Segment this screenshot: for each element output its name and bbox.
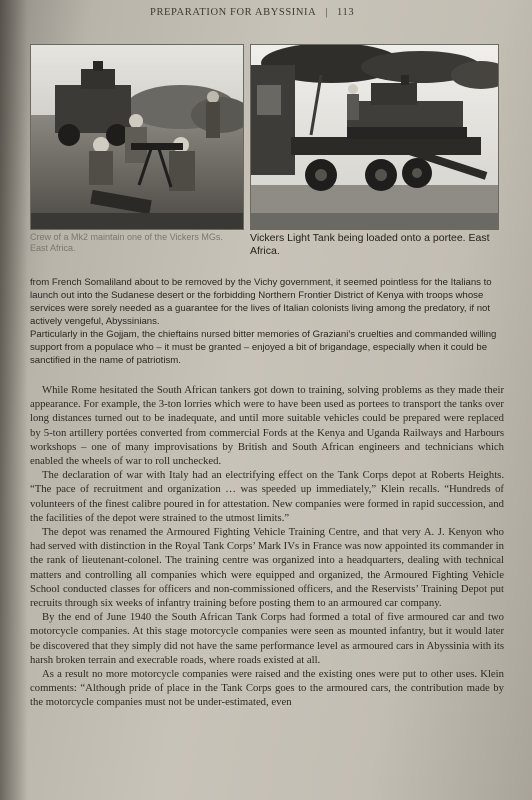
body-paragraph: The depot was renamed the Armoured Fighting Vehicle Training Centre, and that very A. J. Kenyon who had served with distinction in the Royal Tank Corps’ Mark IVs in France was now appointed its commander in the rank of lieutenant-colonel. The training centre was organized into a headquarters, dealing with technical matters and controlling all companies which were equipped and organized, the Armoured Fighting Vehicle School conducted classes for officers and non-commissioned officers, and the Reservists’ Training Depot put recruits through six weeks of infantry training before posting them to an armoured car company.: [30, 526, 504, 610]
header-separator: |: [325, 7, 329, 18]
intro-paragraph: from French Somaliland about to be removed by the Vichy government, it seemed pointless for the Italians to launch out into the Sudanese desert or the forbidding Northern Frontier District of Kenya with troops whose services were sorely needed as a guarantee for the lives of Italian colonists living among the predatory, if not actively vengeful, Abyssinians.: [30, 277, 492, 327]
figure-caption-1: Crew of a Mk2 maintain one of the Vickers MGs. East Africa.: [30, 232, 223, 253]
page-gutter-shadow: [0, 0, 28, 800]
photo-soldiers-with-machine-gun: [30, 44, 244, 230]
sidebar-intro-text: [30, 276, 500, 367]
photo-soldiers-image: [31, 45, 243, 229]
intro-paragraph: Particularly in the Gojjam, the chieftains nursed bitter memories of Graziani’s cruelties and commanded willing support from a populace who – it must be granted – enjoyed a bit of brigandage, especially when it could be sanctified in the name of patriotism.: [30, 329, 497, 366]
photo-tank-on-portee: [250, 44, 499, 230]
figure-caption-2: Vickers Light Tank being loaded onto a portee. East Africa.: [250, 232, 490, 257]
main-body-text: [30, 383, 504, 710]
running-title: PREPARATION FOR ABYSSINIA: [150, 7, 317, 18]
body-paragraph: As a result no more motorcycle companies were raised and the existing ones were put to other uses. Klein comments: “Although pride of place in the Tank Corps goes to the armoured cars, the contribution made by the motorcycle companies must not be under-estimated, even: [30, 668, 504, 709]
running-header: [150, 7, 410, 18]
body-paragraph: While Rome hesitated the South African tankers got down to training, solving problems as they made their appearance. For example, the 3-ton lorries which were to have been used as portees to transport the tanks over long distances turned out to be inadequate, and until more suitable vehicles could be prepared were replaced by 5-ton artillery portées converted from commercial Fords at the Kenya and Uganda Railways and Harbours workshops – one of many improvisations by British and South African engineers and technicians which enabled the wheels of war to roll unchecked.: [30, 384, 504, 468]
photo-tank-image: [251, 45, 498, 229]
body-paragraph: The declaration of war with Italy had an electrifying effect on the Tank Corps depot at Roberts Heights. “The pace of recruitment and organization … was speeded up immediately,” Klein recalls. “Hundreds of volunteers of the finest calibre poured in for attestation. New companies were formed in rapid succession, and the facilities of the depot were strained to the utmost limits.”: [30, 469, 504, 524]
body-paragraph: By the end of June 1940 the South African Tank Corps had formed a total of five armoured car and two motorcycle companies. At this stage motorcycle companies were seen as mounted infantry, but it would later be discovered that they simply did not have the same performance level as armoured cars in Abyssinia with its harsh broken terrain and execrable roads, where roads existed at all.: [30, 611, 504, 666]
page-number: 113: [337, 7, 355, 18]
